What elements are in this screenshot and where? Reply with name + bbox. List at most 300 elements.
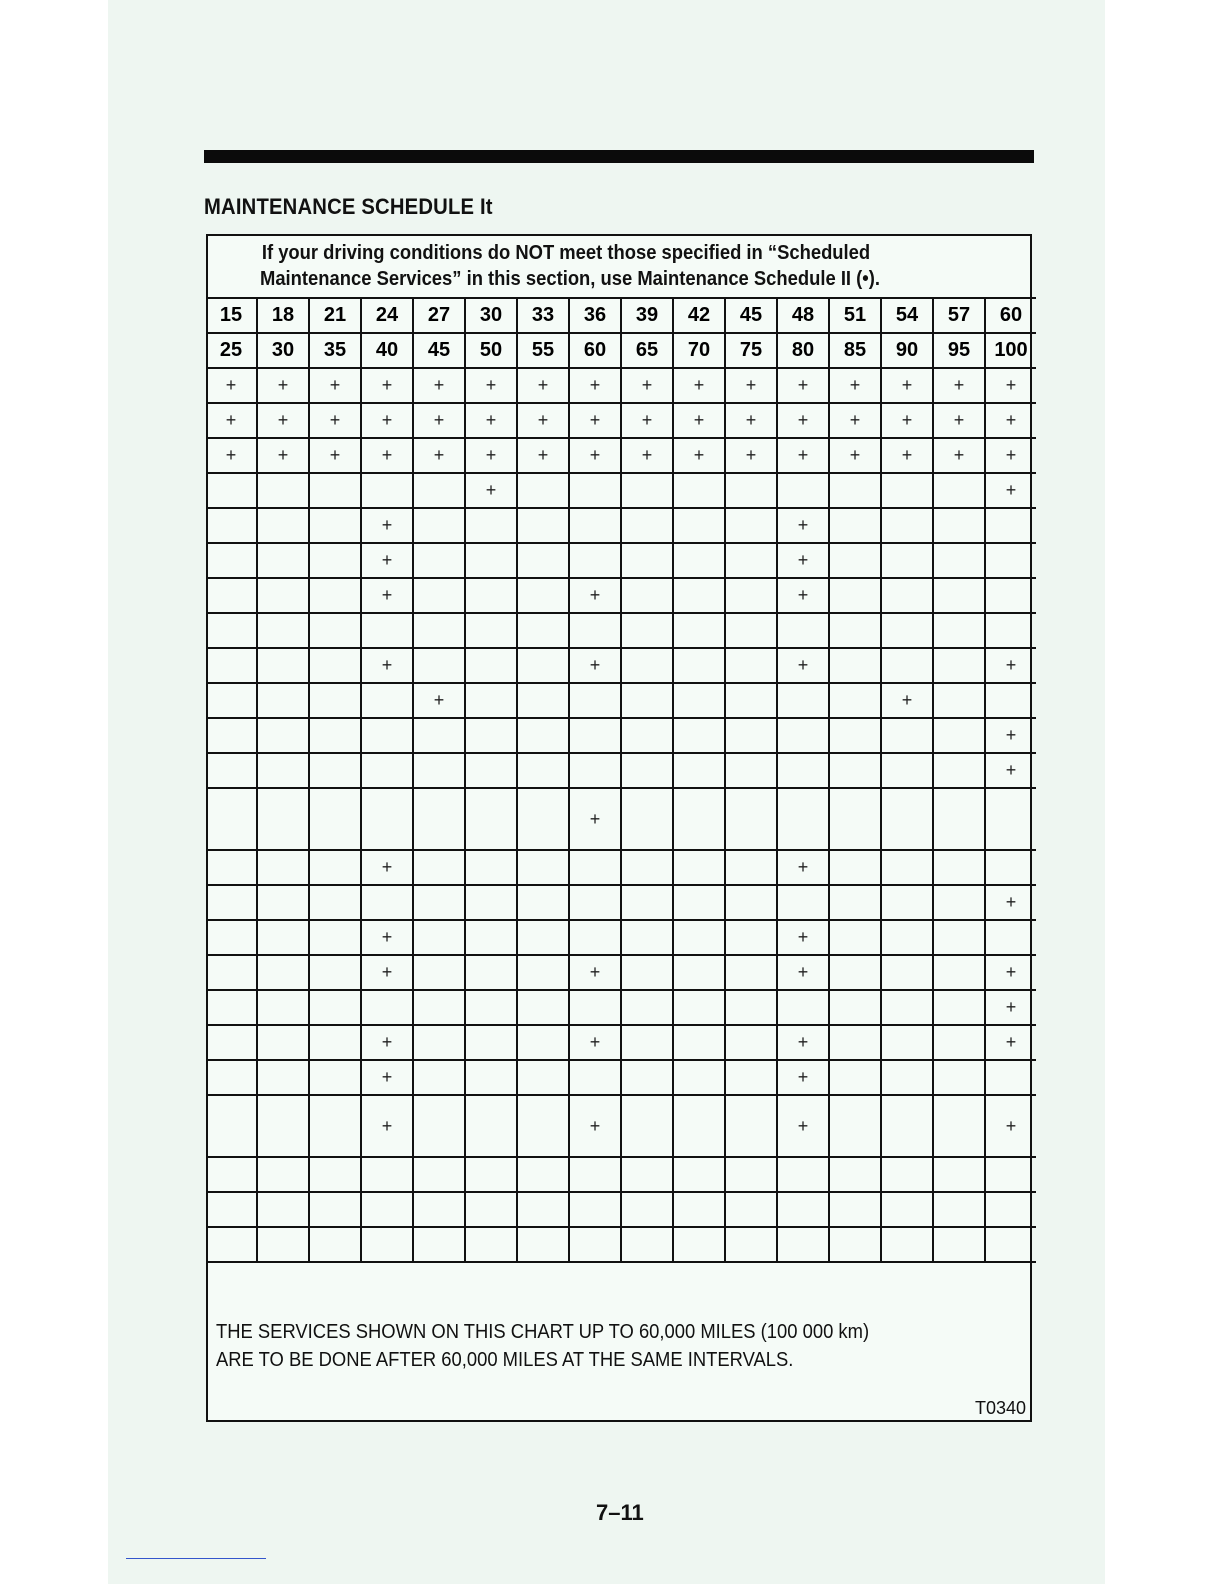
- empty-cell: [569, 1227, 621, 1262]
- empty-cell: [725, 955, 777, 990]
- empty-cell: [465, 578, 517, 613]
- service-mark: +: [829, 403, 881, 438]
- empty-cell: [257, 1227, 309, 1262]
- empty-cell: [829, 648, 881, 683]
- service-mark: +: [881, 403, 933, 438]
- service-row: [206, 508, 1036, 543]
- service-mark: +: [985, 438, 1036, 473]
- empty-cell: [361, 753, 413, 788]
- empty-cell: [933, 1192, 985, 1227]
- empty-cell: [881, 543, 933, 578]
- service-mark: +: [309, 368, 361, 403]
- empty-cell: [621, 683, 673, 718]
- service-mark: +: [777, 368, 829, 403]
- empty-cell: [777, 788, 829, 850]
- service-mark: +: [361, 578, 413, 613]
- empty-cell: [569, 850, 621, 885]
- empty-cell: [725, 850, 777, 885]
- empty-cell: [829, 613, 881, 648]
- empty-cell: [309, 788, 361, 850]
- empty-cell: [829, 543, 881, 578]
- empty-cell: [517, 990, 569, 1025]
- empty-cell: [621, 718, 673, 753]
- empty-cell: [206, 1060, 257, 1095]
- section-rule: [204, 150, 1034, 163]
- service-row: [206, 1095, 1036, 1157]
- km-cell: 55: [517, 333, 569, 368]
- empty-cell: [206, 508, 257, 543]
- miles-cell: 33: [517, 298, 569, 333]
- service-row: [206, 543, 1036, 578]
- empty-cell: [465, 753, 517, 788]
- empty-cell: [309, 648, 361, 683]
- empty-cell: [673, 683, 725, 718]
- miles-cell: 42: [673, 298, 725, 333]
- empty-cell: [985, 683, 1036, 718]
- service-row: [206, 403, 1036, 438]
- schedule-grid: [206, 297, 1036, 1263]
- empty-cell: [985, 1157, 1036, 1192]
- empty-cell: [673, 578, 725, 613]
- km-cell: 95: [933, 333, 985, 368]
- empty-cell: [517, 543, 569, 578]
- empty-cell: [206, 648, 257, 683]
- empty-cell: [361, 718, 413, 753]
- empty-cell: [881, 850, 933, 885]
- empty-cell: [413, 1157, 465, 1192]
- empty-cell: [673, 885, 725, 920]
- empty-cell: [309, 920, 361, 955]
- miles-cell: 45: [725, 298, 777, 333]
- empty-cell: [985, 850, 1036, 885]
- page-title: MAINTENANCE SCHEDULE It: [204, 194, 493, 219]
- km-cell: 25: [206, 333, 257, 368]
- empty-cell: [621, 955, 673, 990]
- service-mark: +: [985, 368, 1036, 403]
- empty-cell: [569, 753, 621, 788]
- empty-cell: [881, 990, 933, 1025]
- service-mark: +: [517, 438, 569, 473]
- service-mark: +: [257, 368, 309, 403]
- empty-cell: [933, 508, 985, 543]
- service-mark: +: [361, 403, 413, 438]
- empty-cell: [257, 578, 309, 613]
- service-mark: +: [361, 508, 413, 543]
- empty-cell: [933, 788, 985, 850]
- empty-cell: [413, 850, 465, 885]
- service-mark: +: [206, 368, 257, 403]
- service-mark: +: [569, 1025, 621, 1060]
- service-mark: +: [517, 403, 569, 438]
- service-mark: +: [361, 955, 413, 990]
- empty-cell: [517, 683, 569, 718]
- empty-cell: [829, 1025, 881, 1060]
- empty-cell: [933, 753, 985, 788]
- empty-cell: [206, 990, 257, 1025]
- empty-cell: [309, 543, 361, 578]
- empty-cell: [933, 990, 985, 1025]
- service-mark: +: [361, 1025, 413, 1060]
- empty-cell: [621, 1095, 673, 1157]
- service-mark: +: [361, 543, 413, 578]
- empty-cell: [881, 955, 933, 990]
- service-mark: +: [413, 438, 465, 473]
- empty-cell: [309, 718, 361, 753]
- empty-cell: [309, 1060, 361, 1095]
- empty-cell: [881, 788, 933, 850]
- service-mark: +: [985, 648, 1036, 683]
- footer-note: [216, 1318, 869, 1374]
- service-mark: +: [309, 438, 361, 473]
- km-cell: 85: [829, 333, 881, 368]
- empty-cell: [257, 1157, 309, 1192]
- empty-cell: [725, 718, 777, 753]
- empty-cell: [257, 648, 309, 683]
- empty-cell: [725, 473, 777, 508]
- miles-cell: 39: [621, 298, 673, 333]
- service-mark: +: [777, 1095, 829, 1157]
- empty-cell: [673, 648, 725, 683]
- empty-cell: [413, 788, 465, 850]
- km-cell: 30: [257, 333, 309, 368]
- empty-cell: [621, 1192, 673, 1227]
- empty-cell: [569, 1192, 621, 1227]
- service-mark: +: [569, 578, 621, 613]
- empty-cell: [465, 1060, 517, 1095]
- empty-cell: [881, 1157, 933, 1192]
- empty-cell: [206, 1025, 257, 1060]
- service-mark: +: [361, 1060, 413, 1095]
- empty-cell: [465, 955, 517, 990]
- empty-cell: [257, 885, 309, 920]
- km-cell: 65: [621, 333, 673, 368]
- empty-cell: [673, 1192, 725, 1227]
- empty-cell: [309, 1025, 361, 1060]
- empty-cell: [673, 920, 725, 955]
- empty-cell: [881, 1060, 933, 1095]
- empty-cell: [309, 1095, 361, 1157]
- empty-cell: [309, 613, 361, 648]
- empty-cell: [517, 885, 569, 920]
- empty-cell: [465, 1095, 517, 1157]
- service-row: [206, 648, 1036, 683]
- miles-cell: 27: [413, 298, 465, 333]
- empty-cell: [413, 990, 465, 1025]
- empty-cell: [309, 753, 361, 788]
- empty-cell: [517, 920, 569, 955]
- empty-cell: [309, 508, 361, 543]
- empty-cell: [673, 788, 725, 850]
- empty-cell: [933, 683, 985, 718]
- empty-cell: [206, 885, 257, 920]
- service-mark: +: [517, 368, 569, 403]
- empty-cell: [621, 613, 673, 648]
- empty-cell: [257, 850, 309, 885]
- service-mark: +: [361, 920, 413, 955]
- empty-cell: [309, 850, 361, 885]
- empty-cell: [413, 885, 465, 920]
- empty-cell: [206, 473, 257, 508]
- empty-cell: [465, 683, 517, 718]
- miles-cell: 51: [829, 298, 881, 333]
- service-row: [206, 1157, 1036, 1192]
- empty-cell: [517, 508, 569, 543]
- empty-cell: [673, 1157, 725, 1192]
- empty-cell: [413, 1095, 465, 1157]
- service-mark: +: [569, 438, 621, 473]
- km-cell: 80: [777, 333, 829, 368]
- service-mark: +: [413, 368, 465, 403]
- empty-cell: [933, 850, 985, 885]
- empty-cell: [933, 718, 985, 753]
- km-cell: 100: [985, 333, 1036, 368]
- service-mark: +: [673, 438, 725, 473]
- km-header-row: [206, 333, 1036, 368]
- empty-cell: [621, 1157, 673, 1192]
- empty-cell: [257, 990, 309, 1025]
- empty-cell: [206, 1227, 257, 1262]
- empty-cell: [309, 885, 361, 920]
- service-mark: +: [985, 753, 1036, 788]
- empty-cell: [569, 683, 621, 718]
- empty-cell: [465, 1157, 517, 1192]
- service-mark: +: [777, 1060, 829, 1095]
- empty-cell: [569, 1060, 621, 1095]
- empty-cell: [829, 885, 881, 920]
- empty-cell: [413, 613, 465, 648]
- service-mark: +: [985, 718, 1036, 753]
- empty-cell: [621, 543, 673, 578]
- service-mark: +: [777, 543, 829, 578]
- empty-cell: [569, 473, 621, 508]
- empty-cell: [361, 473, 413, 508]
- km-cell: 50: [465, 333, 517, 368]
- empty-cell: [257, 1025, 309, 1060]
- empty-cell: [725, 1157, 777, 1192]
- empty-cell: [517, 1227, 569, 1262]
- empty-cell: [881, 718, 933, 753]
- empty-cell: [465, 920, 517, 955]
- empty-cell: [673, 543, 725, 578]
- service-mark: +: [465, 473, 517, 508]
- empty-cell: [621, 850, 673, 885]
- empty-cell: [206, 850, 257, 885]
- service-mark: +: [985, 403, 1036, 438]
- empty-cell: [413, 955, 465, 990]
- empty-cell: [517, 473, 569, 508]
- service-mark: +: [985, 885, 1036, 920]
- empty-cell: [881, 1095, 933, 1157]
- empty-cell: [517, 1095, 569, 1157]
- service-mark: +: [933, 438, 985, 473]
- empty-cell: [413, 578, 465, 613]
- empty-cell: [257, 683, 309, 718]
- service-row: [206, 885, 1036, 920]
- service-mark: +: [881, 438, 933, 473]
- service-row: [206, 1227, 1036, 1262]
- service-mark: +: [985, 955, 1036, 990]
- miles-cell: 57: [933, 298, 985, 333]
- empty-cell: [725, 788, 777, 850]
- service-mark: +: [361, 850, 413, 885]
- empty-cell: [413, 1227, 465, 1262]
- empty-cell: [777, 885, 829, 920]
- empty-cell: [933, 1227, 985, 1262]
- empty-cell: [465, 718, 517, 753]
- empty-cell: [881, 473, 933, 508]
- service-row: [206, 578, 1036, 613]
- empty-cell: [777, 1192, 829, 1227]
- miles-header-row: [206, 298, 1036, 333]
- service-mark: +: [829, 368, 881, 403]
- empty-cell: [673, 850, 725, 885]
- miles-cell: 30: [465, 298, 517, 333]
- empty-cell: [569, 508, 621, 543]
- empty-cell: [413, 920, 465, 955]
- empty-cell: [465, 885, 517, 920]
- empty-cell: [517, 955, 569, 990]
- empty-cell: [361, 683, 413, 718]
- service-row: [206, 753, 1036, 788]
- empty-cell: [621, 1060, 673, 1095]
- empty-cell: [881, 1192, 933, 1227]
- service-row: [206, 613, 1036, 648]
- empty-cell: [206, 955, 257, 990]
- empty-cell: [413, 1025, 465, 1060]
- empty-cell: [621, 508, 673, 543]
- km-cell: 90: [881, 333, 933, 368]
- miles-cell: 60: [985, 298, 1036, 333]
- footer-line-2: ARE TO BE DONE AFTER 60,000 MILES AT THE SAME INTERVALS.: [216, 1349, 794, 1371]
- service-mark: +: [985, 1025, 1036, 1060]
- empty-cell: [517, 850, 569, 885]
- empty-cell: [985, 1192, 1036, 1227]
- service-row: [206, 955, 1036, 990]
- empty-cell: [413, 473, 465, 508]
- empty-cell: [777, 718, 829, 753]
- intro-line-2: Maintenance Services” in this section, use Maintenance Schedule II (•).: [260, 268, 880, 290]
- empty-cell: [621, 1025, 673, 1060]
- empty-cell: [361, 885, 413, 920]
- empty-cell: [725, 1227, 777, 1262]
- service-mark: +: [621, 368, 673, 403]
- empty-cell: [361, 1227, 413, 1262]
- empty-cell: [257, 920, 309, 955]
- empty-cell: [413, 718, 465, 753]
- empty-cell: [361, 788, 413, 850]
- empty-cell: [829, 508, 881, 543]
- service-mark: +: [985, 1095, 1036, 1157]
- empty-cell: [517, 753, 569, 788]
- service-mark: +: [777, 508, 829, 543]
- empty-cell: [621, 753, 673, 788]
- service-mark: +: [465, 403, 517, 438]
- empty-cell: [933, 1060, 985, 1095]
- service-row: [206, 438, 1036, 473]
- empty-cell: [569, 613, 621, 648]
- empty-cell: [465, 850, 517, 885]
- empty-cell: [673, 990, 725, 1025]
- empty-cell: [621, 788, 673, 850]
- empty-cell: [257, 788, 309, 850]
- service-mark: +: [829, 438, 881, 473]
- empty-cell: [829, 990, 881, 1025]
- empty-cell: [985, 788, 1036, 850]
- service-mark: +: [777, 850, 829, 885]
- empty-cell: [257, 1192, 309, 1227]
- service-mark: +: [569, 403, 621, 438]
- empty-cell: [257, 753, 309, 788]
- empty-cell: [725, 1060, 777, 1095]
- service-mark: +: [881, 368, 933, 403]
- empty-cell: [517, 1157, 569, 1192]
- empty-cell: [257, 613, 309, 648]
- km-cell: 70: [673, 333, 725, 368]
- empty-cell: [413, 648, 465, 683]
- miles-cell: 48: [777, 298, 829, 333]
- empty-cell: [465, 1025, 517, 1060]
- empty-cell: [985, 578, 1036, 613]
- empty-cell: [206, 578, 257, 613]
- empty-cell: [985, 1227, 1036, 1262]
- empty-cell: [985, 543, 1036, 578]
- service-row: [206, 1025, 1036, 1060]
- empty-cell: [829, 753, 881, 788]
- service-row: [206, 788, 1036, 850]
- empty-cell: [361, 613, 413, 648]
- empty-cell: [621, 648, 673, 683]
- empty-cell: [881, 648, 933, 683]
- empty-cell: [777, 683, 829, 718]
- miles-cell: 21: [309, 298, 361, 333]
- empty-cell: [829, 1192, 881, 1227]
- empty-cell: [621, 578, 673, 613]
- service-mark: +: [361, 1095, 413, 1157]
- miles-cell: 15: [206, 298, 257, 333]
- empty-cell: [881, 578, 933, 613]
- service-mark: +: [985, 990, 1036, 1025]
- service-row: [206, 683, 1036, 718]
- service-mark: +: [933, 368, 985, 403]
- empty-cell: [517, 613, 569, 648]
- service-mark: +: [673, 368, 725, 403]
- empty-cell: [569, 718, 621, 753]
- empty-cell: [933, 648, 985, 683]
- empty-cell: [673, 718, 725, 753]
- empty-cell: [933, 1157, 985, 1192]
- empty-cell: [465, 648, 517, 683]
- empty-cell: [361, 1157, 413, 1192]
- empty-cell: [933, 1025, 985, 1060]
- empty-cell: [829, 1095, 881, 1157]
- empty-cell: [413, 1060, 465, 1095]
- empty-cell: [673, 473, 725, 508]
- service-mark: +: [777, 1025, 829, 1060]
- service-mark: +: [569, 955, 621, 990]
- empty-cell: [257, 1060, 309, 1095]
- service-row: [206, 1192, 1036, 1227]
- empty-cell: [309, 1227, 361, 1262]
- service-mark: +: [206, 403, 257, 438]
- empty-cell: [777, 753, 829, 788]
- empty-cell: [881, 613, 933, 648]
- empty-cell: [517, 1060, 569, 1095]
- empty-cell: [829, 850, 881, 885]
- km-cell: 40: [361, 333, 413, 368]
- empty-cell: [206, 613, 257, 648]
- service-mark: +: [413, 403, 465, 438]
- empty-cell: [309, 955, 361, 990]
